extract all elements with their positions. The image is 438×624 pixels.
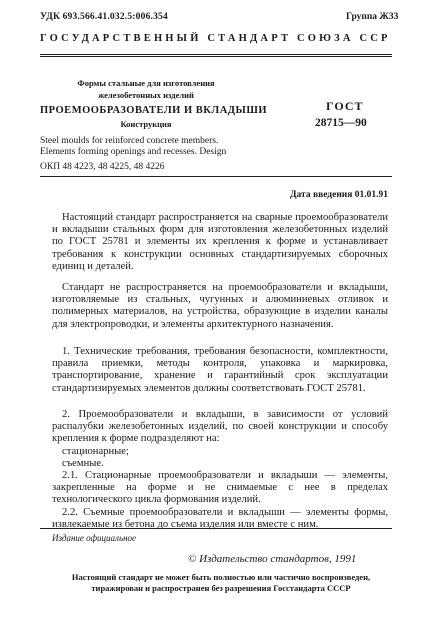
official-edition-label: Издание официальное <box>52 533 137 543</box>
series-title-line1: Формы стальные для изготовления <box>77 78 215 88</box>
paragraph-scope: Настоящий стандарт распространяется на сварные проемообразователи и вкладыши стальных форм для изготовления железобетонных изделий по ГОСТ 25781 и элементы их крепления к форме и устанавливает требования к конструкции основных стандартизируемых сборочных единиц и деталей. <box>52 212 388 272</box>
title-block-rule <box>40 176 392 177</box>
group-code: Группа Ж33 <box>346 12 399 22</box>
series-title-line2: железобетонных изделий <box>98 90 194 100</box>
state-standard-heading: ГОСУДАРСТВЕННЫЙ СТАНДАРТ СОЮЗА ССР <box>40 33 391 44</box>
document-title: ПРОЕМООБРАЗОВАТЕЛИ И ВКЛАДЫШИ <box>40 105 268 116</box>
gost-label: ГОСТ <box>326 99 364 113</box>
gost-number: 28715—90 <box>315 117 367 129</box>
copyright-notice: © Издательство стандартов, 1991 <box>188 553 357 565</box>
paragraph-item-2-1: 2.1. Стационарные проемообразователи и вкладыши — элементы, закрепленные на форме и не снимаемые с нее в пределах технологического цикла формования изделий. <box>52 470 388 506</box>
header-rule-top <box>40 54 392 55</box>
list-item-removable: съемные. <box>62 458 104 469</box>
reproduction-notice-line1: Настоящий стандарт не может быть полностью или частично воспроизведен, <box>71 572 371 582</box>
header-rule-bottom <box>40 56 392 57</box>
effective-date: Дата введения 01.01.91 <box>290 190 389 200</box>
paragraph-item-2: 2. Проемообразователи и вкладыши, в зависимости от условий распалубки железобетонных изделий, по своей конструкции и способу крепления к форме подразделяют на: <box>52 409 388 445</box>
list-item-stationary: стационарные; <box>62 446 129 457</box>
paragraph-exclusions: Стандарт не распространяется на проемообразователи и вкладыши, изготовляемые из стальных, чугунных и алюминиевых отливок и полимерных материалов, на устройства, образующие в изделии каналы для электропроводки, и элементы архитектурного назначения. <box>52 282 388 330</box>
english-title-line1: Steel moulds for reinforced concrete members. <box>40 136 219 146</box>
footer-rule <box>40 528 392 529</box>
paragraph-item-1: 1. Технические требования, требования безопасности, комплектности, правила приемки, методы контроля, упаковка и маркировка, транспортирование, хранение и гарантийный срок эксплуатации стандартизируемых элементов должны соответствовать ГОСТ 25781. <box>52 346 388 394</box>
okp-codes: ОКП 48 4223, 48 4225, 48 4226 <box>40 162 165 172</box>
english-title-line2: Elements forming openings and recesses. Design <box>40 147 227 157</box>
document-subtitle: Конструкция <box>120 119 172 129</box>
reproduction-notice-line2: тиражирован и распространен без разрешения Госстандарта СССР <box>91 583 351 593</box>
paragraph-item-2-2: 2.2. Съемные проемообразователи и вкладыши — элементы формы, извлекаемые из бетона до съема изделия или вместе с ним. <box>52 507 388 531</box>
udk-code: УДК 693.566.41.032.5:006.354 <box>40 12 168 22</box>
